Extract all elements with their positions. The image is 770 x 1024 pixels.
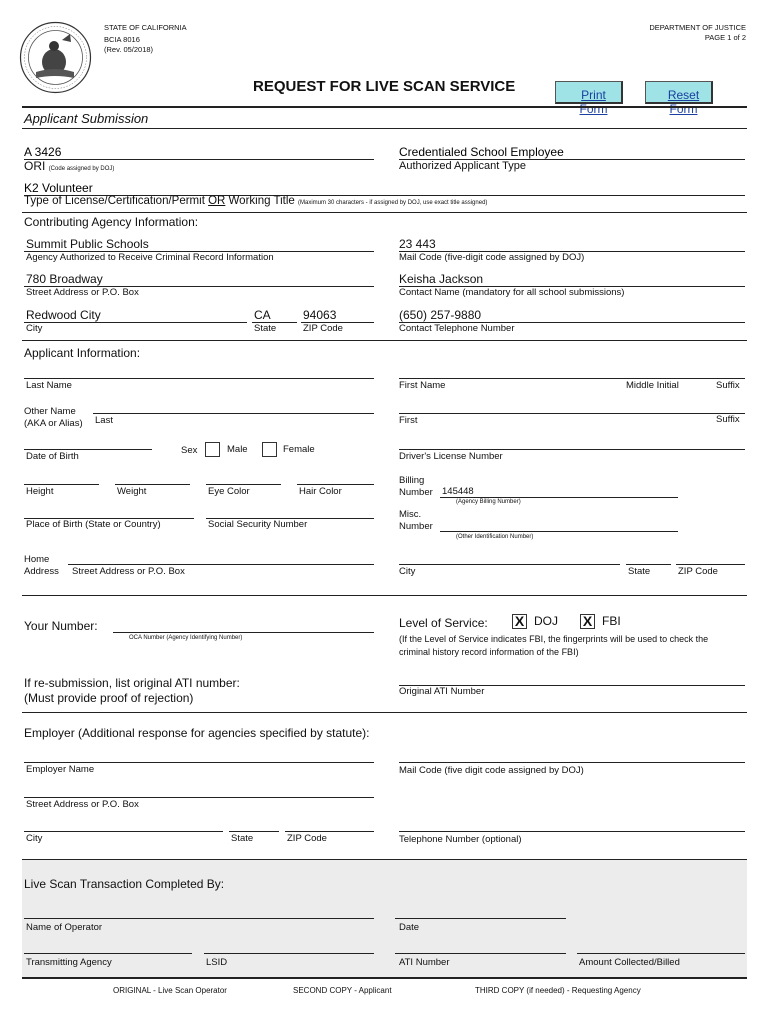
ori-label xyxy=(24,159,114,173)
other-name-label: Other Name xyxy=(24,406,76,417)
eye-color-label: Eye Color xyxy=(208,486,250,497)
california-seal-icon xyxy=(18,20,93,95)
home-label-2: Address xyxy=(24,566,59,577)
contact-phone-label: Contact Telephone Number xyxy=(399,323,515,334)
department-label: DEPARTMENT OF JUSTICE xyxy=(649,23,746,32)
form-number: BCIA 8016 xyxy=(104,35,140,44)
section-applicant-submission: Applicant Submission xyxy=(24,111,149,126)
home-label-1: Home xyxy=(24,554,50,565)
original-ati-label: Original ATI Number xyxy=(399,686,485,697)
license-label-or: OR xyxy=(208,195,226,207)
billing-label-2: Number xyxy=(399,487,433,498)
home-street-label: Street Address or P.O. Box xyxy=(72,566,185,577)
ori-note: (Code assigned by DOJ) xyxy=(48,166,115,172)
home-state-label: State xyxy=(628,566,651,577)
state-value[interactable]: CA xyxy=(254,308,271,322)
fbi-checkbox[interactable]: X xyxy=(580,614,595,629)
doj-checkbox[interactable]: X xyxy=(512,614,527,629)
street-value[interactable]: 780 Broadway xyxy=(26,272,103,286)
city-label: City xyxy=(26,323,43,334)
male-label: Male xyxy=(227,444,248,455)
ori-label-text: ORI xyxy=(24,159,46,173)
contact-name-value[interactable]: Keisha Jackson xyxy=(399,272,484,286)
city-value[interactable]: Redwood City xyxy=(26,308,101,322)
female-checkbox[interactable] xyxy=(262,442,277,457)
fbi-label: FBI xyxy=(602,614,621,628)
other-suffix-label: Suffix xyxy=(716,414,740,425)
misc-note: (Other Identification Number) xyxy=(456,534,534,540)
employer-street-label: Street Address or P.O. Box xyxy=(26,799,139,810)
first-name-label: First Name xyxy=(399,380,446,391)
license-note: (Maximum 30 characters - if assigned by DOJ, use exact title assigned) xyxy=(298,200,488,206)
form-revision: (Rev. 05/2018) xyxy=(104,45,154,54)
state-label: State xyxy=(254,323,277,334)
home-zip-label: ZIP Code xyxy=(678,566,718,577)
footer-copy-third: THIRD COPY (if needed) - Requesting Agency xyxy=(475,986,641,995)
street-label: Street Address or P.O. Box xyxy=(26,287,139,298)
male-checkbox[interactable] xyxy=(205,442,220,457)
billing-note: (Agency Billing Number) xyxy=(456,499,521,505)
suffix-label: Suffix xyxy=(716,380,740,391)
sex-label: Sex xyxy=(181,445,198,456)
doj-label: DOJ xyxy=(534,614,558,628)
female-label: Female xyxy=(283,444,315,455)
fbi-note-1: (If the Level of Service indicates FBI, the fingerprints will be used to check the xyxy=(399,634,709,644)
section-applicant-info: Applicant Information: xyxy=(24,346,141,360)
fbi-note-2: criminal history record information of the FBI) xyxy=(399,647,579,657)
lsid-label: LSID xyxy=(206,957,228,968)
employer-state-label: State xyxy=(231,833,254,844)
footer-copy-original: ORIGINAL - Live Scan Operator xyxy=(113,986,227,995)
section-employer: Employer (Additional response for agencies specified by statute): xyxy=(24,726,370,740)
page-title: REQUEST FOR LIVE SCAN SERVICE xyxy=(253,78,516,95)
date-label: Date xyxy=(399,922,420,933)
zip-label: ZIP Code xyxy=(303,323,343,334)
reset-form-button[interactable]: Reset Form xyxy=(645,81,713,104)
other-first-label: First xyxy=(399,415,418,426)
misc-label-2: Number xyxy=(399,521,433,532)
license-label xyxy=(24,195,487,207)
home-city-label: City xyxy=(399,566,416,577)
employer-phone-label: Telephone Number (optional) xyxy=(399,834,522,845)
height-label: Height xyxy=(26,486,54,497)
agency-name-value[interactable]: Summit Public Schools xyxy=(26,237,149,251)
mail-code-label: Mail Code (five-digit code assigned by DOJ) xyxy=(399,252,585,263)
applicant-type-field[interactable] xyxy=(399,144,745,160)
mail-code-value[interactable]: 23 443 xyxy=(399,237,436,251)
resubmission-label-2: (Must provide proof of rejection) xyxy=(24,691,194,705)
applicant-type-label: Authorized Applicant Type xyxy=(399,160,526,172)
misc-label-1: Misc. xyxy=(399,509,422,520)
employer-name-label: Employer Name xyxy=(26,764,95,775)
employer-city-label: City xyxy=(26,833,43,844)
ati-number-label: ATI Number xyxy=(399,957,450,968)
middle-initial-label: Middle Initial xyxy=(626,380,679,391)
section-live-scan: Live Scan Transaction Completed By: xyxy=(24,877,225,891)
zip-value[interactable]: 94063 xyxy=(303,308,337,322)
oca-note: OCA Number (Agency Identifying Number) xyxy=(129,635,243,641)
operator-label: Name of Operator xyxy=(26,922,103,933)
contact-name-label: Contact Name (mandatory for all school submissions) xyxy=(399,287,625,298)
section-contributing-agency: Contributing Agency Information: xyxy=(24,215,199,229)
your-number-label: Your Number: xyxy=(24,619,98,633)
footer-copy-second: SECOND COPY - Applicant xyxy=(293,986,392,995)
license-label-a: Type of License/Certification/Permit xyxy=(24,195,209,207)
other-last-label: Last xyxy=(95,415,113,426)
contact-phone-value[interactable]: (650) 257-9880 xyxy=(399,308,482,322)
drivers-license-label: Driver's License Number xyxy=(399,451,503,462)
state-label: STATE OF CALIFORNIA xyxy=(104,23,187,32)
billing-label-1: Billing xyxy=(399,475,425,486)
last-name-label: Last Name xyxy=(26,380,72,391)
print-form-button[interactable]: Print Form xyxy=(555,81,623,104)
employer-zip-label: ZIP Code xyxy=(287,833,327,844)
weight-label: Weight xyxy=(117,486,147,497)
license-title-field[interactable] xyxy=(24,180,745,196)
dob-label: Date of Birth xyxy=(26,451,79,462)
level-of-service-label: Level of Service: xyxy=(399,616,488,630)
page-number: PAGE 1 of 2 xyxy=(704,33,746,42)
billing-number-value[interactable]: 145448 xyxy=(442,486,474,497)
ori-field[interactable] xyxy=(24,144,374,160)
license-label-b: Working Title xyxy=(225,195,295,207)
employer-mail-code-label: Mail Code (five digit code assigned by DOJ) xyxy=(399,765,584,776)
transmitting-agency-label: Transmitting Agency xyxy=(26,957,112,968)
aka-label: (AKA or Alias) xyxy=(24,418,83,429)
resubmission-label-1: If re-submission, list original ATI number: xyxy=(24,676,240,690)
agency-name-label: Agency Authorized to Receive Criminal Record Information xyxy=(26,252,274,263)
birthplace-label: Place of Birth (State or Country) xyxy=(26,519,161,530)
hair-color-label: Hair Color xyxy=(299,486,342,497)
ssn-label: Social Security Number xyxy=(208,519,308,530)
amount-label: Amount Collected/Billed xyxy=(579,957,680,968)
